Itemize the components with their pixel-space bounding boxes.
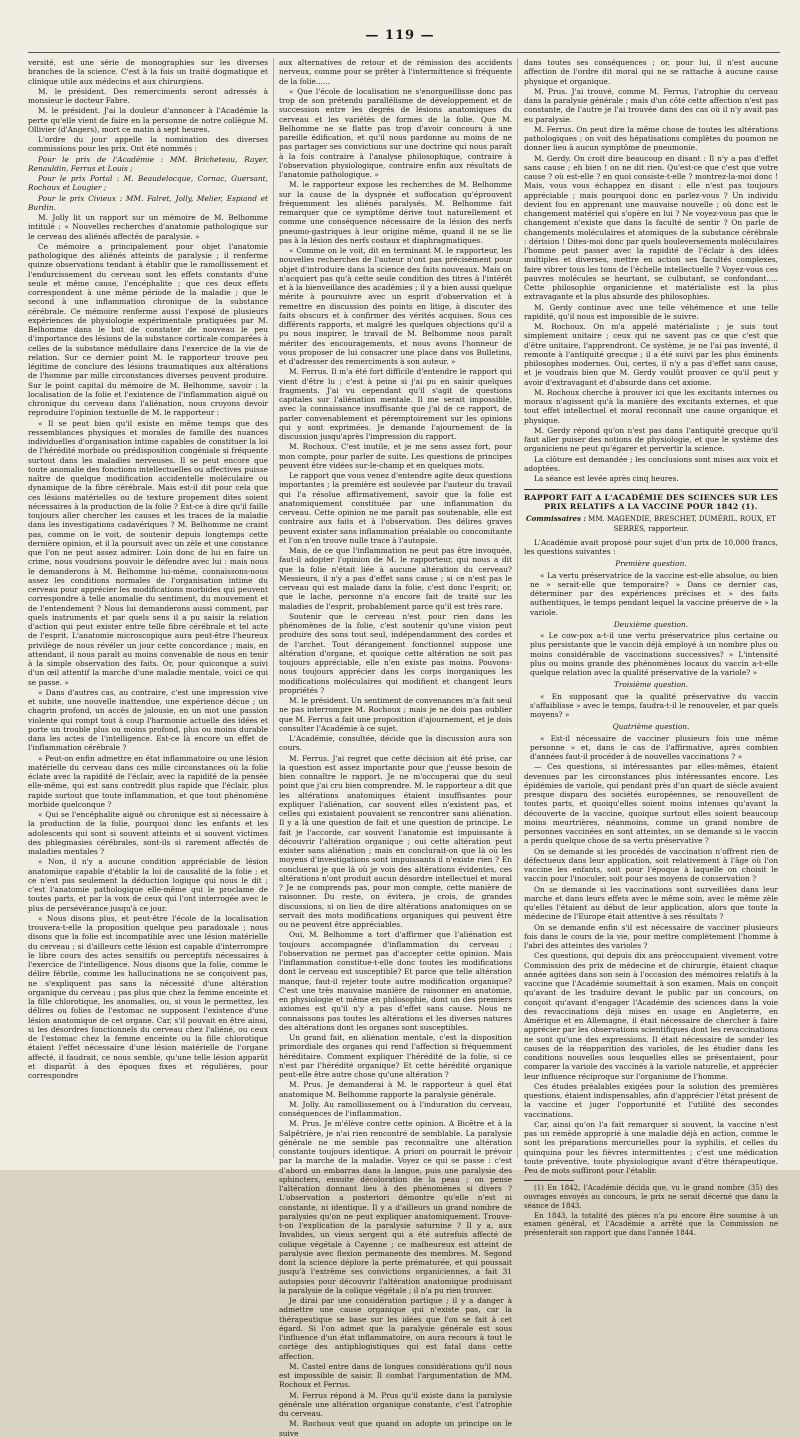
paragraph: Oui, M. Belhomme a tort d'affirmer que l'aliénation est toujours accompagnée d'inflammation du cerveau ; l'observation ne permet pas d'accepter cette opinion. Mais l'inflammation constitue-t-elle donc toutes les modifications dont le cerveau est susceptible? Et parce que telle altération manque, faut-il rejeter toute autre modification organique? C'est une très mauvaise manière de raisonner en anatomie, en physiologie et même en philosophie, dont un des premiers axiomes est qu'il n'y a pas d'effet sans cause. Nous ne connaissons pas toutes les altérations et les diverses natures des altérations dont les organes sont susceptibles.: [279, 930, 512, 1032]
paragraph: M. Gerdy continue avec une telle véhémence et une telle rapidité, qu'il nous est impossible de le suivre.: [524, 302, 778, 321]
paragraph: M. Prus. J'ai trouvé, comme M. Ferrus, l'atrophie du cerveau dans la paralysie générale ; mais d'un côté cette affection n'est pas constante, de l'autre je l'ai trouvée dans des cas où il n'y avait pas eu paralysie.: [524, 86, 778, 124]
paragraph: M. le rapporteur expose les recherches de M. Belhomme sur la cause de la dyspnée et suffocation qu'éprouvent fréquemment les aliénés paralysés. M. Belhomme fait remarquer que ce symptôme dérive tout naturellement et comme une conséquence nécessaire de la lésion des nerfs pneumo-gastriques à leur origine même, quand il ne se lie pas à la lésion des nerfs costaux et diaphragmatiques.: [279, 180, 512, 245]
paragraph: dans toutes ses conséquences ; or, pour lui, il n'est aucune affection de l'ordre dit moral qui ne se rattache à aucune cause physique et organique.: [524, 58, 778, 86]
paragraph: Mais, de ce que l'inflammation ne peut pas être invoquée, faut-il adopter l'opinion de M. le rapporteur, qui nous a dit que la folie n'était liée à aucune altération du cerveau? Messieurs, il n'y a pas d'effet sans cause ; si ce n'est pas le cerveau qui est malade dans la folie, c'est donc l'esprit; or, que le lache, personne n'a encore fait de traité sur les maladies de l'esprit, probablement parce qu'il est très rare.: [279, 546, 512, 611]
paragraph: L'ordre du jour appelle la nomination des diverses commissions pour les prix. Ont été nommés :: [28, 135, 268, 154]
paragraph: Car, ainsi qu'on l'a fait remarquer si souvent, la vaccine n'est pas un remède approprié à une maladie déjà en action, comme le sont les préparations mercurielles pour la syphilis, et celles du quinquina pour les fièvres intermittentes ; c'est une médication toute préventive, toute physiologique avant d'être thérapeutique. Peu de mots suffiront pour l'établir.: [524, 1119, 778, 1175]
paragraph: L'Académie avait proposé pour sujet d'un prix de 10,000 francs, les questions suivantes :: [524, 537, 778, 556]
paragraph: M. Prus. Je demanderai à M. le rapporteur à quel état anatomique M. Belhomme rapporte la paralysie générale.: [279, 1080, 512, 1099]
paragraph: « Nous disons plus, et peut-être l'école de la localisation trouvera-t-elle la proposition quelque peu paradoxale ; nous disons que la folie est incompatible avec une lésion matérielle du cerveau ; si d'ailleurs cette lésion est capable d'interrompre le libre cours des actes sensitifs ou perceptifs nécessaires à l'exercice de l'intelligence. Nous disons que la folie, comme le délire fébrile, comme les hallucinations ne se conçoivent pas, ne s'expliquent pas sans la nécessité d'une altération organique du cerveau ; pas plus que chez la femme enceinte et la fille chlorotique, les anomalies, ou, si vous le permettez, les délires ou folies de l'estomac ne supposent l'existence d'une lésion anatomique de cet organe. Car, s'il pouvait en être ainsi, si les désordres fonctionnels du cerveau chez l'aliéné, ou ceux de l'estomac chez la femme enceinte ou la fille chlorotique étaient l'effet nécessaire d'une lésion matérielle de l'organe affecté, il faudrait, ce nous semble, qu'une telle lésion apparût et disparût à des époques fixes et régulières, pour correspondre: [28, 913, 268, 1080]
paragraph: Pour le prix de l'Académie : MM. Bricheteau, Rayer, Renauldin, Ferrus et Louis ;: [28, 154, 268, 173]
question-text: « En supposant que la qualité préservative du vaccin s'affaiblisse » avec le temps, faudra-t-il le renouveler, et par quels moyens? »: [530, 691, 778, 719]
paragraph: M. Castel entre dans de longues considérations qu'il nous est impossible de saisir. Il combat l'argumentation de MM. Rochoux et Ferrus.: [279, 1361, 512, 1390]
paragraph: Ce mémoire a principalement pour objet l'anatomie pathologique des aliénés atteints de paralysie ; il renferme quinze observations tendant à établir que le ramollissement et l'endurcissement du cerveau sont les effets constants d'une seule et même cause, l'encéphalite ; que ces deux effets correspondent à une même période de la maladie ; que le second à une inflammation chronique de la substance cérébrale. Ce mémoire renferme aussi l'exposé de plusieurs expériences de physiologie expérimentale pratiquées par M. Belhomme dans le but de constater de nouveau le peu d'importance des lésions de la substance corticale comparées à celles de la substance médullaire dans l'exercice de la vie de relation. Sur ce dernier point M. le rapporteur trouve peu légitime de conclure des lésions traumatiques aux altérations de l'homme par mille circonstances diverses peuvent produire. Sur le point capital du mémoire de M. Belhomme, savoir : la localisation de la folie et l'existence de l'inflammation aiguë ou chronique du cerveau dans l'aliénation, nous croyons devoir reproduire l'opinion textuelle de M. le rapporteur :: [28, 241, 268, 418]
paragraph: M. le président. Un sentiment de convenances m'a fait seul ne pas interrompre M. Rochoux ; mais je ne dois pas oublier que M. Ferrus a fait une proposition d'ajournement, et je dois consulter l'Académie à ce sujet.: [279, 696, 512, 733]
paragraph: M. le président. J'ai la douleur d'annoncer à l'Académie la perte qu'elle vient de faire en la personne de notre collègue M. Ollivier (d'Angers), mort ce matin à sept heures.: [28, 106, 268, 134]
heading-rule: [524, 489, 778, 490]
paragraph: M. Rochoux veut que quand on adopte un principe on le suive: [279, 1419, 512, 1438]
paragraph: versité, est une série de monographies sur les diverses branches de la science. C'est à la fois un traité dogmatique et clinique utile aux médecins et aux chirurgiens.: [28, 58, 268, 86]
paragraph: Ces études préalables exigées pour la solution des premières questions, étaient indispensables, afin d'apprécier l'état présent de la vaccine et juger l'opportunité et l'utilité des secondes vaccinations.: [524, 1081, 778, 1119]
paragraph: aux alternatives de retour et de rémission des accidents nerveux, comme pour se prêter à l'intermittence si fréquente de la folie......: [279, 58, 512, 86]
paragraph: Pour le prix Civieux : MM. Falret, Jolly, Melier, Espiand et Burdin.: [28, 193, 268, 212]
question-title: Deuxième question.: [613, 619, 689, 629]
paragraph: « Dans d'autres cas, au contraire, c'est une impression vive et subite, une nouvelle inattendue, une expérience décue ; un chagrin profond, un accès de jalousie, en un mot une passion violente qui rompt tout à coup l'harmonie actuelle des idées et porte un trouble plus ou moins profond, plus ou moins durable dans les actes de l'intelligence. Est-ce là encore un effet de l'inflammation cérébrale ?: [28, 687, 268, 753]
paragraph: L'Académie, consultée, décide que la discussion aura son cours.: [279, 734, 512, 753]
question-title: Troisième question.: [613, 680, 689, 690]
report-heading: [524, 489, 778, 534]
paragraph: M. Rochoux. On m'a appelé matérialiste ; je suis tout simplement unitaire ; ceux qui ne savent pas ce que c'est que d'être unitaire, l'apprendront. Ce système, je ne l'ai pas inventé, il remonte à l'antiquité grecque ; il a été suivi par les plus éminents philosophes modernes. Oui, certes, il n'y a pas d'effet sans cause, et je voudrais bien que M. Gerdy voulût prouver ce qu'il peut y avoir d'extravagant et d'absurde dans cet axiome.: [524, 322, 778, 387]
header-rule: [28, 52, 780, 53]
footnote: En 1843, la totalité des pièces n'a pu encore être soumise à un examen général, et l'Académie a arrêté que la Commission ne présenterait son rapport que dans l'année 1844.: [524, 1211, 778, 1238]
paragraph: « Peut-on enfin admettre en état inflammatoire ou une lésion matérielle du cerveau dans ces mille circonstances où la folie éclate avec la rapidité de l'éclair, avec la rapidité de la pensée elle-même, qui est sans contredit plus rapide que l'éclair, plus rapide surtout que toute inflammation, et que tout phénomène morbide quelconque ?: [28, 753, 268, 809]
paragraph: M. Ferrus répond à M. Prus qu'il existe dans la paralysie générale une altération organique constante, c'est l'atrophie du cerveau.: [279, 1390, 512, 1418]
paragraph: M. le président. Des remerciments seront adressés à monsieur le docteur Fabre.: [28, 86, 268, 105]
paragraph: M. Jolly. Au ramollissement ou à l'induration du cerveau, conséquences de l'inflammation.: [279, 1099, 512, 1118]
paragraph: M. Gerdy répond qu'on n'est pas dans l'antiquité grecque qu'il faut aller puiser des notions de physiologie, et que le système des organiciens ne peut qu'égarer et pervertir la science.: [524, 425, 778, 454]
column-divider: [273, 58, 274, 1158]
paragraph: M. Gerdy. On croit dire beaucoup en disant : Il n'y a pas d'effet sans cause ; eh bien ! on ne dit rien. Qu'est-ce que c'est que votre cause ? où est-elle ? en quoi consiste-t-elle ? montrez-la-moi donc ! Mais, vous vous échappez en disant : elle n'est pas toujours appréciable ; mais pourquoi donc en parlez-vous ? Un individu devient fou en apprenant une mauvaise nouvelle ; où donc est le changement matériel qui s'opère en lui ? Ne voyez-vous pas que le changement n'existe que dans la faculté de sentir ? On parle de changements moléculaires et atomiques de la substance cérébrale : dérision ! Dites-moi donc par quels bouleversements moléculaires l'homme peut passer avec la rapidité de l'éclair à des idées multiples et diverses, mettre en action ses facultés complexes, faire vibrer tous les tons de l'échelle intellectuelle ? Voyez-vous ces pauvres molécules se heurtant, se culbutant, se confondant..... Cette philosophie organicienne et matérialiste est la plus extravagante et la plus absurde des philosophies.: [524, 153, 778, 302]
paragraph: Le rapport que vous venez d'entendre agite deux questions importantes ; la première est soulevée par l'auteur du travail qui l'a résolue affirmativement, savoir que la folie est anatomiquement constituée par une inflammation du cerveau. Cette opinion ne me paraît pas soutenable, elle est contraire aux faits et à l'observation. Des délires graves peuvent exister sans inflammation préalable ou concomitante et l'on n'en trouve nulle trace à l'autopsie.: [279, 471, 512, 545]
question-title: Quatrième question.: [612, 722, 690, 732]
footnote: (1) En 1842, l'Académie décida que, vu le grand nombre (35) des ouvrages envoyés au concours, le prix ne serait décerné que dans la séance de 1843.: [524, 1184, 778, 1210]
paragraph: « Il se peut bien qu'il existe en même temps que des ressemblances physiques et morales de famille des nuances individuelles d'organisation intime capables de constituer la loi de l'hérédité morbide ou prédisposition congéniale si fréquente surtout dans les maladies nerveuses. Il se peut encore que toute anomalie des fonctions intellectuelles ou affectives puisse naître de quelque modification accidentelle moléculaire ou dynamique de la fibre cérébrale. Mais est-il dit pour cela que ces lésions matérielles ou de texture propement dites soient nécessaires à la production de la folie ? Est-ce à dire qu'il faille toujours aller chercher les causes et les traces de la maladie dans les investigations cadavériques ? M. Belhomme ne craint pas, comme on le voit, de soutenir depuis longtemps cette dernière opinion, et il la poursuit avec un zèle et une constance que l'on ne peut assez admirer. Loin donc de lui en faire un crime, nous voudrions pouvoir le défendre avec lui : mais nous le demanderons à M. Belhomme lui-même, connaissons-nous assez les conditions normales de l'organisation intime du cerveau pour apprécier les modifications morbides qui peuvent correspondre à telle anomalie du sentiment, du mouvement et de l'entendement ? Nous lui demanderons aussi comment, par quels instruments et par quels sens il a pu saisir la relation d'action qui peut exister entre telle fibre cérébrale et tel acte de l'esprit. L'anatomie microscopique aura peut-être l'heureux privilège de nous révéler un jour cette concordance ; mais, en attendant, il nous paraît au moins convenable de nous en tenir à la simple observation des faits. Or, pour quiconque a suivi d'un œil attentif la marche d'une maladie mentale, voici ce qui se passe. »: [28, 418, 268, 687]
paragraph: Un grand fait, en aliénation mentale, c'est la disposition primordiale des organes qui rend l'affection si fréquemment héréditaire. Comment expliquer l'hérédité de la folie, si ce n'est par l'hérédité organique? Et cette hérédité organique peut-elle être autre chose qu'une altération ?: [279, 1033, 512, 1079]
report-title: RAPPORT FAIT A L'ACADÉMIE DES SCIENCES SUR LES PRIX RELATIFS A LA VACCINE POUR 1842 (1).: [524, 493, 778, 512]
paragraph: La séance est levée après cinq heures.: [534, 474, 679, 483]
column-divider: [517, 58, 518, 1158]
commissaires-label: Commissaires :: [526, 514, 586, 524]
paragraph: « Qui se l'encéphalite aiguë ou chronique est si nécessaire à la production de la folie, pourquoi donc les enfants et les adolescents qui sont si souvent atteints et si souvent victimes des phlegmasies cérébrales, sont-ils si rarement affectés de maladies mentales ?: [28, 810, 268, 856]
question-title: Première question.: [615, 559, 687, 569]
question-text: « Le cow-pox a-t-il une vertu préservatrice plus certaine ou plus persistante que le vaccin déjà employé à un nombre plus ou moins considérable de vaccinations successives? » L'intensité plus ou moins grande des phénomènes locaux du vaccin a-t-elle quelque relation avec la qualité préservative de la variole? »: [530, 631, 778, 677]
commissaires-line: [524, 514, 778, 534]
page-number: — 119 —: [365, 28, 435, 43]
paragraph: M. Ferrus. Il m'a été fort difficile d'entendre le rapport qui vient d'être lu ; c'est à peine si j'ai pu en saisir quelques fragments. J'ai vu cependant qu'il s'agit de questions capitales sur l'aliénation mentale. Il me serait impossible, avec la connaissance insuffisante que j'ai de ce rapport, de parler convenablement et péremptoirement sur les opinions qui y sont exprimées. Je demande l'ajournement de la discussion jusqu'après l'impression du rapport.: [279, 367, 512, 441]
paragraph: M. Rochoux cherche à prouver ici que les excitants internes ou moraux n'agissent qu'à la manière des excitants externes, et que tout effet intellectuel et moral reconnaît une cause organique et physique.: [524, 387, 778, 425]
commissaires-names: MM. MAGENDIE, BRESCHET, DUMÉRIL, ROUX, ET SERRES, rapporteur.: [588, 515, 776, 533]
paragraph: M. Jolly lit un rapport sur un mémoire de M. Belhomme intitulé : « Nouvelles recherches d'anatomie pathologique sur le cerveau des aliénés affectés de paralysie. »: [28, 213, 268, 241]
paragraph: « Comme on le voit, dit en terminant M. le rapporteur, les nouvelles recherches de l'auteur n'ont pas précisément pour objet d'introduire dans la science des faits nouveaux. Mais on n'acquiert pas qu'à cette seule condition des titres à l'intérêt et à la bienveillance des académies ; il y a bien aussi quelque mérite à poursuivre avec un esprit d'observation et à remettre en discussion des points en litige, à discuter des faits obscurs et à confirmer des vérités acquises. Sous ces différents rapports, et malgré les quelques objections qu'il a pu nous inspirer, le travail de M. Belhomme nous paraît mériter des encouragements, et nous avons l'honneur de vous proposer de lui consacrer une place dans vos Bulletins, et d'adresser des remerciments à son auteur. »: [279, 246, 512, 366]
column-middle: [279, 58, 512, 1438]
paragraph: Pour le prix Portal : M. Beaudelocque, Cornac, Guersant, Rochoux et Lougier ;: [28, 174, 268, 193]
paragraph: M. Prus. Je m'élève contre cette opinion. A Bicêtre et à la Salpêtrière, je n'ai rien rencontré de semblable. La paralysie générale ne me semble pas reconnaître une altération constante toujours identique. A priori on pourrait le prévoir par la marche de la maladie. Voyez ce qui se passe : c'est d'abord un embarras dans la langue, puis une paralysie des sphincters, ensuite décoloration de la peau ; on pense l'altération donnant lieu à des phénomènes si divers ? L'observation a posteriori démontre qu'elle n'est ni constante, ni identique. Il y a d'ailleurs un grand nombre de paralysies qu'on ne peut expliquer anatomiquement. Trouve-t-on l'explication de la paralysie saturnine ? Il y a, aux Invalides, un vieux sergent qui a été autrefois affecté de colique végétale à Cayenne ; ce malheureux est atteint de paralysie avec flexion permanente des membres. M. Segond dont la science déplore la perte prématurée, et qui poussait jusqu'à l'extrême ses convictions organiciennes, a fait 31 autopsies pour découvrir l'altération anatomique produisant la paralysie de la colique végétale ; il n'a pu rien trouver.: [279, 1119, 512, 1295]
question-text: « La vertu préservatrice de la vaccine est-elle absolue, ou bien ne » serait-elle que temporaire? » Dans ce dernier cas, déterminer par des expériences précises et » des faits authentiques, le temps pendant lequel la vaccine préserve de » la variole.: [530, 570, 778, 617]
paragraph: M. Ferrus. On peut dire la même chose de toutes les altérations pathologiques ; on voit des hépatisations complètes du poumon ne donner lieu à aucun symptôme de pneumonie.: [524, 124, 778, 153]
column-right: [524, 58, 778, 1238]
paragraph: M. Ferrus. J'ai regret que cette décision ait été prise, car la question est assez importante pour que j'eusse besoin de bien connaître le rapport. Je ne m'occuperai que du seul point que j'ai cru bien comprendre. M. le rapporteur a dit que les altérations anatomiques étaient insuffisantes pour expliquer l'aliénation, car souvent elles n'existent pas, et celles qui existaient pouvaient se rencontrer sans aliénation. Il y a là une question de fait et une question de principe. Le fait je l'accorde, car souvent l'anatomie est impuissante à découvrir l'altération organique ; oui cette altération peut exister sans aliénation ; mais en conclurait-on que là où les moyens d'investigations sont impuissants il n'existe rien ? En concluerai je que là où je vois des altérations évidentes, ces altérations n'ont produit aucun désordre intellectuel et moral ? Je ne comprends pas, pour mon compte, cette manière de raisonner. Du reste, on évitera, je crois, de grandes discussions, si on lieu de dire altérations anatomiques on se servait des mots modifications organiques qui peuvent être ou ne peuvent être appréciables.: [279, 753, 512, 929]
paragraph: Je dirai par une considération partique ; il y a danger à admettre une cause organique qui n'existe pas, car la thérapeutique se base sur les idées que l'on se fait à cet égard. Si l'on admet que la paralysie générale est sous l'influence d'un état inflammatoire, on aura recours à tout le cortège des antiphlogistiques qui est fatal dans cette affection.: [279, 1296, 512, 1361]
question-text: « Est-il nécessaire de vacciner plusieurs fois une même personne » et, dans le cas de l'affirmative, après combien d'années faut-il procéder à de nouvelles vaccinations ? »: [530, 733, 778, 761]
paragraph: La clôture est demandée ; les conclusions sont mises aux voix et adoptées.: [524, 454, 778, 473]
paragraph: On se demande si les vaccinations sont surveillées dans leur marche et dans leurs effets avec le même soin, avec le même zèle qu'elles l'étaient au début de leur application, alors que toute la médecine de l'Europe était attentive à ses résultats ?: [524, 884, 778, 922]
paragraph: « Non, il n'y a aucune condition appréciable de lésion anatomique capable d'établir la loi de causalité de la folie ; et ce n'est pas seulement la déduction logique qui nous le dit ; c'est l'anatomie pathologique elle-même qui le proclame de toutes parts, et par la voix de ceux qui l'ont interrogée avec le plus de persévérance jusqu'à ce jour.: [28, 857, 268, 913]
paragraph: M. Rochoux. C'est inutile, et je me sens assez fort, pour mon compte, pour parler de suite. Les questions de principes peuvent être vidées sur-le-champ et en quelques mots.: [279, 442, 512, 470]
column-left: [28, 58, 268, 1158]
paragraph: On se demande si les procédés de vaccination n'offrent rien de défectueux dans leur application, soit relativement à l'âge où l'on vaccine les enfants, soit pour l'époque à laquelle on choisit le vaccin pour l'inoculer, soit pour ses moyens de conservation ?: [524, 846, 778, 884]
paragraph: — Ces questions, si intéressantes par elles-mêmes, étaient devenues par les circonstances plus intéressantes encore. Les épidémies de variole, qui pendant près d'un quart de siècle avaient presque disparu des sociétés européennes, se renouvellent de toutes parts, et quoiqu'elles soient moins intenses qu'avant la découverte de la vaccine, quoique surtout elles soient beaucoup moins meurtrières, néanmoins, comme un grand nombre de personnes vaccinées en sont atteintes, on se demande si le vaccin a perdu quelque chose de sa vertu préservative ?: [524, 762, 778, 846]
footnote-rule: [524, 1180, 574, 1181]
paragraph: Ces questions, qui depuis dix ans préoccupaient vivement votre Commission des prix de médecine et de chirurgie, étaient chaque année agitées dans son sein à l'occasion des mémoires relatifs à la vaccine que l'Académie soumettait à son examen. Mais on conçoit qu'avant de les traduire devant le public par un concours, on conçoit qu'avant d'engager l'Académie des sciences dans la voie des revaccinations déjà mises en usage en Angleterre, en Amérique et en Allemagne, il était nécessaire de chercher à faire apprécier par les observations scientifiques dont les revaccinations ne sont qu'une des expressions. Il était nécessaire de sonder les causes de la réapparition des varioles, de les étudier dans les conditions nouvelles sous lesquelles elles se présentaient, pour comparer la variole des vaccinés à la variole naturelle, et apprécier leur influence réciproque sur l'organisme de l'homme.: [524, 951, 778, 1081]
paragraph: On se demande enfin s'il est nécessaire de vacciner plusieurs fois dans le cours de la vie, pour mettre complètement l'homme à l'abri des atteintes des varioles ?: [524, 922, 778, 950]
paragraph: « Que l'école de localisation ne s'enorgueillisse donc pas trop de son prétendu parallélisme de développement et de succession entre les degrés de lésions anatomiques du cerveau et les variétés de formes de la folie. Que M. Belhomme ne se flatte pas trop d'avoir concouru à une pareille édification, et qu'il nous pardonne au moins de ne pas partager ses convictions sur une doctrine qui nous paraît à la fois contraire à l'analyse philosophique, contraire à l'observation physiologique, contraire enfin aux résultats de l'anatomie pathologique. »: [279, 86, 512, 179]
paragraph: Soutenir que le cerveau n'est pour rien dans les phénomènes de la folie, c'est soutenir qu'une vision peut produire des sons tout seul, indépendamment des cordes et de l'archet. Tout dérangement fonctionnel suppose une altération d'organe, et quoique cette altération ne soit pas toujours appréciable, elle n'en existe pas moins. Pouvons-nous toujours apprécier dans les corps inorganiques les modifications moléculaires qui modifient et changent leurs propriétés ?: [279, 611, 512, 695]
